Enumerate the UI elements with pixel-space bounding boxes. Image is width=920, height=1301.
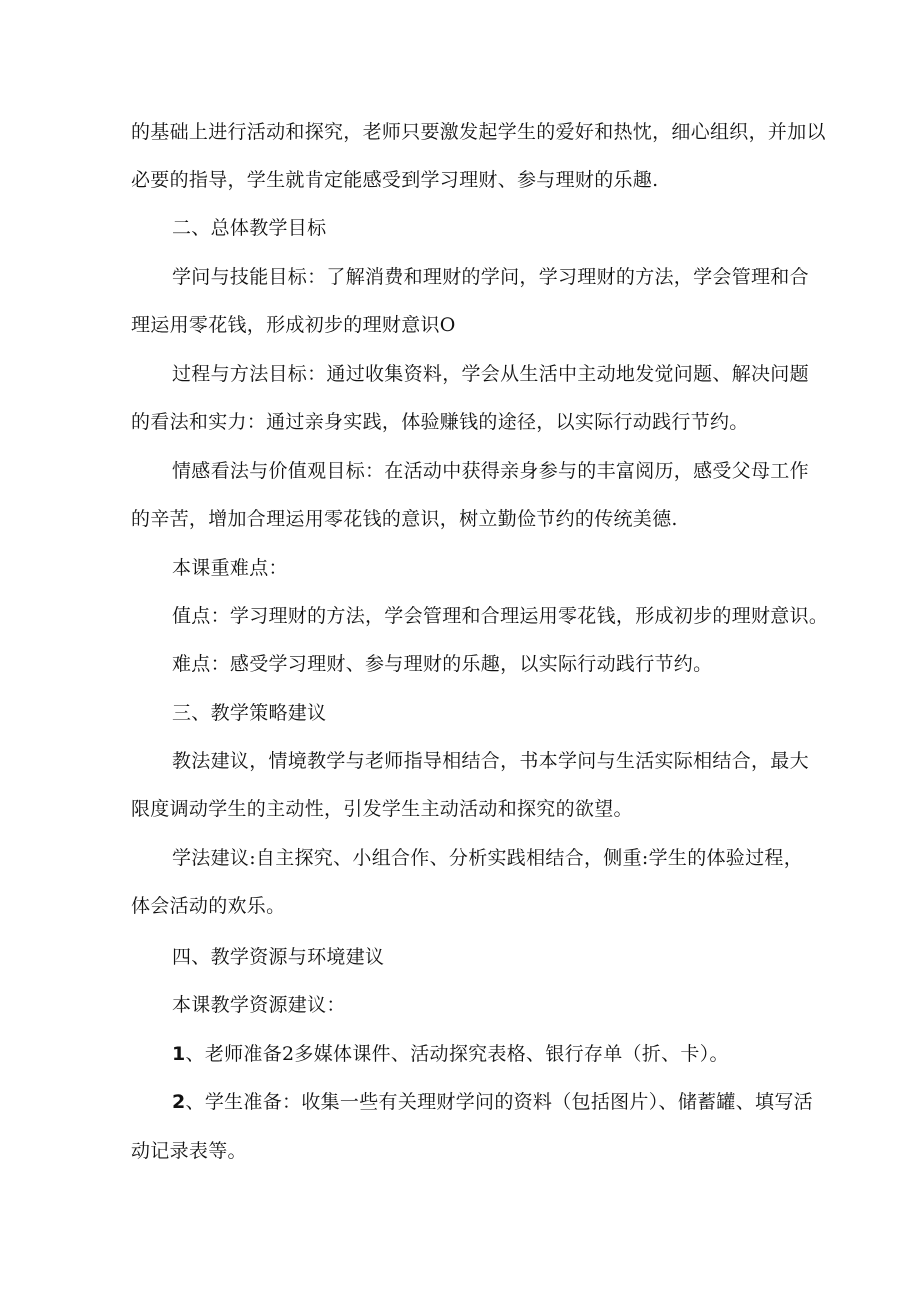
list-item-student-prep	[172, 1090, 813, 1114]
list-number: 2	[172, 1091, 186, 1113]
knowledge-goal-line-2: 理运用零花钱，形成初步的理财意识O	[131, 314, 456, 336]
emotion-goal-line-2: 的辛苦，增加合理运用零花钱的意识，树立勤俭节约的传统美德.	[131, 508, 678, 530]
intro-line-2: 必要的指导，学生就肯定能感受到学习理财、参与理财的乐趣.	[131, 169, 659, 191]
teaching-method-line-2: 限度调动学生的主动性，引发学生主动活动和探究的欲望。	[131, 798, 633, 820]
learning-method-line-2: 体会活动的欢乐。	[131, 895, 286, 917]
heading-resources: 四、教学资源与环境建议	[172, 946, 385, 968]
list-item-text: 、老师准备2多媒体课件、活动探究表格、银行存单（折、卡）。	[185, 1043, 729, 1065]
list-item-teacher-prep	[172, 1042, 729, 1066]
learning-method-line-1: 学法建议:自主探究、小组合作、分析实践相结合，侧重:学生的体验过程，	[172, 847, 804, 869]
knowledge-goal-line-1: 学问与技能目标：了解消费和理财的学问，学习理财的方法，学会管理和合	[172, 266, 809, 288]
teaching-method-line-1: 教法建议，情境教学与老师指导相结合，书本学问与生活实际相结合，最大	[172, 750, 809, 772]
emotion-goal-line-1: 情感看法与价值观目标：在活动中获得亲身参与的丰富阅历，感受父母工作	[172, 460, 809, 482]
difficult-point: 难点：感受学习理财、参与理财的乐趣，以实际行动践行节约。	[172, 653, 713, 675]
heading-overall-goals: 二、总体教学目标	[172, 217, 327, 239]
key-point: 值点：学习理财的方法，学会管理和合理运用零花钱，形成初步的理财意识。	[172, 605, 829, 627]
resources-title: 本课教学资源建议：	[172, 994, 346, 1016]
heading-strategy: 三、教学策略建议	[172, 702, 327, 724]
process-goal-line-1: 过程与方法目标：通过收集资料，学会从生活中主动地发觉问题、解决问题	[172, 363, 809, 385]
list-number: 1	[172, 1043, 186, 1065]
intro-line-1: 的基础上进行活动和探究，老师只要激发起学生的爱好和热忱，细心组织，并加以	[131, 121, 826, 143]
key-points-title: 本课重难点：	[172, 557, 288, 579]
list-item-text: 、学生准备：收集一些有关理财学问的资料（包括图片）、储蓄罐、填写活	[185, 1091, 813, 1113]
process-goal-line-2: 的看法和实力：通过亲身实践，体验赚钱的途径，以实际行动践行节约。	[131, 411, 749, 433]
student-prep-line-2: 动记录表等。	[131, 1140, 247, 1162]
